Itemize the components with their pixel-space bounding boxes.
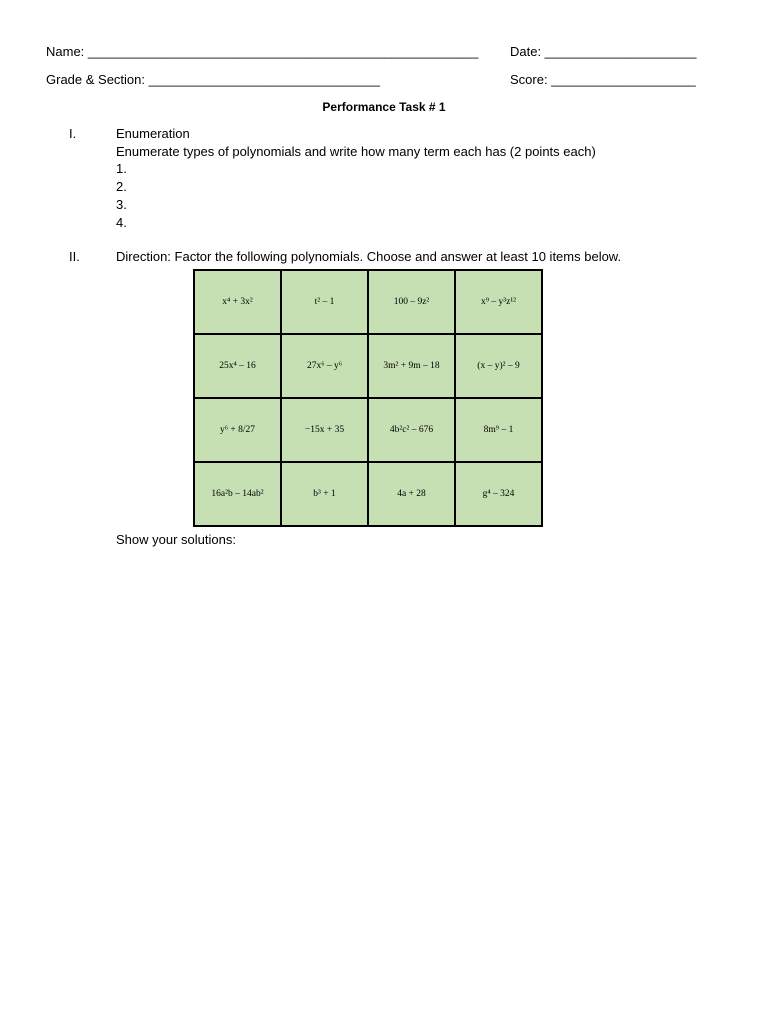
section-1-instruction: Enumerate types of polynomials and write how many term each has (2 points each) <box>116 144 596 159</box>
grid-row <box>194 462 542 526</box>
grid-row <box>194 334 542 398</box>
polynomial-cell: g⁴ – 324 <box>455 462 542 526</box>
section-1-heading: Enumeration <box>116 126 190 141</box>
grid-row <box>194 270 542 334</box>
polynomial-cell: 25x⁴ – 16 <box>194 334 281 398</box>
polynomial-cell: x⁴ + 3x² <box>194 270 281 334</box>
enumeration-item-2: 2. <box>116 179 127 194</box>
polynomial-cell: t² – 1 <box>281 270 368 334</box>
polynomial-cell: b³ + 1 <box>281 462 368 526</box>
enumeration-item-3: 3. <box>116 197 127 212</box>
section-2-instruction: Direction: Factor the following polynomials. Choose and answer at least 10 items below. <box>116 249 622 264</box>
polynomial-cell: y⁶ + 8/27 <box>194 398 281 462</box>
polynomial-cell: 4b²c² – 676 <box>368 398 455 462</box>
polynomial-cell: 3m² + 9m – 18 <box>368 334 455 398</box>
polynomial-cell: 4a + 28 <box>368 462 455 526</box>
grade-section-field-label: Grade & Section: ________________________________ <box>46 72 380 87</box>
polynomial-cell: (x – y)² – 9 <box>455 334 542 398</box>
name-field-label: Name: ______________________________________________________ <box>46 44 479 59</box>
enumeration-item-4: 4. <box>116 215 127 230</box>
date-field-label: Date: _____________________ <box>510 44 697 59</box>
score-field-label: Score: ____________________ <box>510 72 696 87</box>
grid-row <box>194 398 542 462</box>
polynomial-cell: −15x + 35 <box>281 398 368 462</box>
polynomial-cell: 100 – 9z² <box>368 270 455 334</box>
polynomial-cell: 8m⁹ – 1 <box>455 398 542 462</box>
page-title: Performance Task # 1 <box>322 100 446 114</box>
polynomial-grid <box>193 269 543 527</box>
section-2-numeral: II. <box>69 249 80 264</box>
polynomial-cell: x⁹ – y³z¹² <box>455 270 542 334</box>
polynomial-cell: 27x⁶ – y⁶ <box>281 334 368 398</box>
enumeration-item-1: 1. <box>116 161 127 176</box>
polynomial-cell: 16a²b – 14ab² <box>194 462 281 526</box>
solutions-label: Show your solutions: <box>116 532 236 547</box>
section-1-numeral: I. <box>69 126 77 141</box>
